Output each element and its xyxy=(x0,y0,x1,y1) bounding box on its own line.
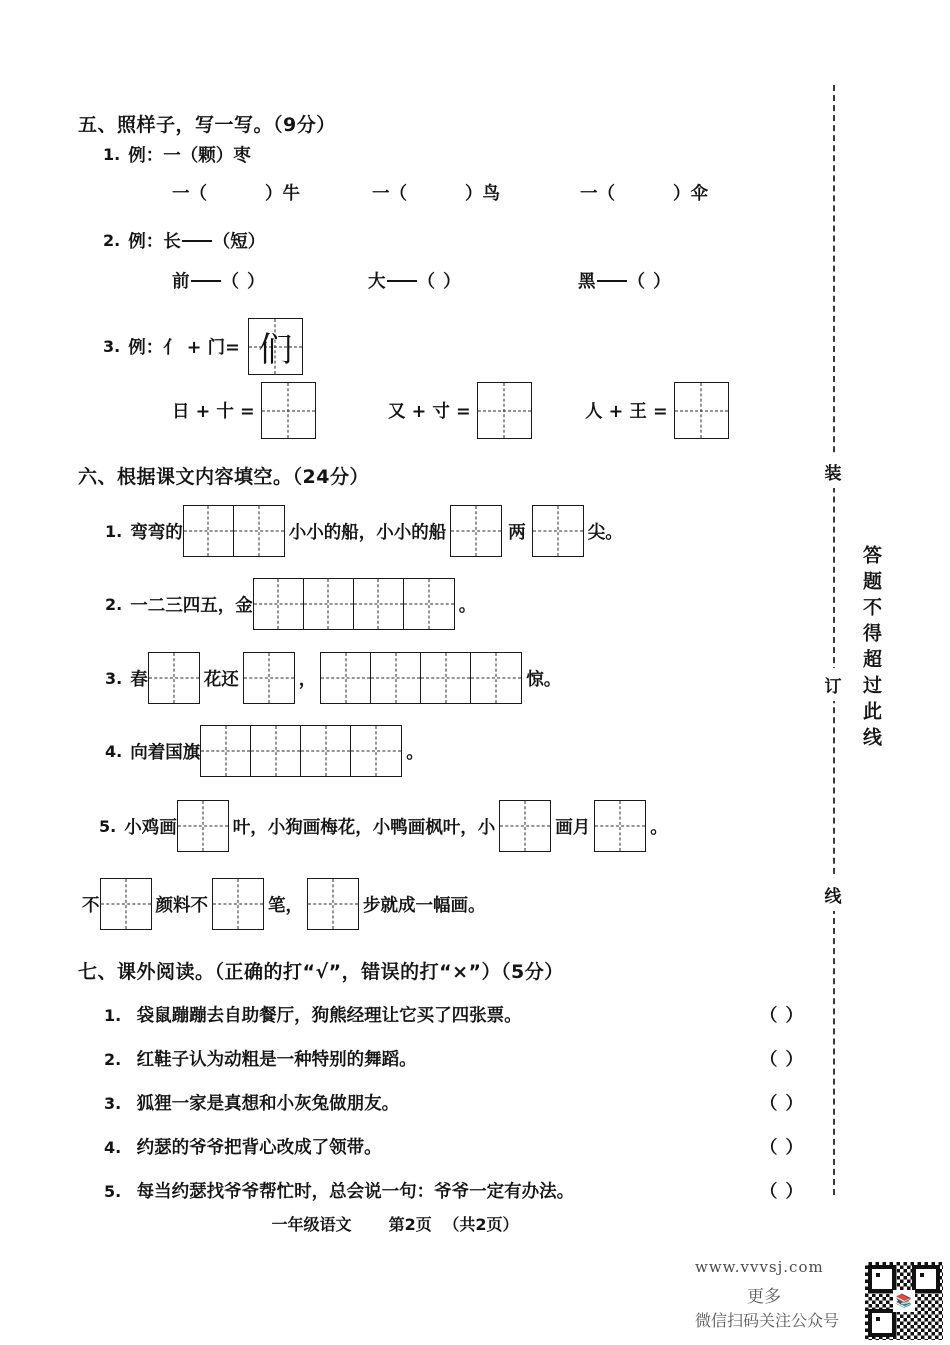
grid-cell[interactable] xyxy=(149,653,199,703)
true-false-statement-4[interactable]: 4. 约瑟的爷爷把背心改成了领带。 （ ） xyxy=(104,1134,804,1159)
watermark-subtitle: 微信扫码关注公众号 xyxy=(695,1311,840,1330)
answer-grid[interactable] xyxy=(253,578,455,630)
grid-cell[interactable] xyxy=(354,579,404,629)
true-false-statement-5[interactable]: 5. 每当约瑟找爷爷帮忙时，总会说一句：爷爷一定有办法。 （ ） xyxy=(104,1178,804,1203)
grid-cell[interactable] xyxy=(421,653,471,703)
antonym-dash xyxy=(597,280,627,282)
antonym-dash xyxy=(387,280,417,282)
section-six-heading: 六、根据课文内容填空。（24分） xyxy=(78,466,369,488)
section-five-heading: 五、照样子，写一写。（9分） xyxy=(78,114,336,136)
grid-cell[interactable] xyxy=(308,879,358,929)
true-false-statement-1[interactable]: 1. 袋鼠蹦蹦去自助餐厅，狗熊经理让它买了四张票。 （ ） xyxy=(104,1002,804,1027)
grid-cell[interactable] xyxy=(533,506,583,556)
binding-dashed-line xyxy=(833,85,835,1195)
section-seven-heading: 七、课外阅读。（正确的打“√”，错误的打“×”）（5分） xyxy=(78,961,564,983)
fill-blank-item-1[interactable]: 1. 弯弯的 小小的船，小小的船 两 尖。 xyxy=(105,505,623,557)
character-grid-answer[interactable] xyxy=(674,382,729,439)
grid-cell[interactable] xyxy=(244,653,294,703)
qr-center-logo: 📚 xyxy=(893,1290,915,1312)
answer-parenthesis[interactable]: （ ） xyxy=(759,1182,804,1202)
page-footer xyxy=(0,1212,950,1235)
answer-grid[interactable] xyxy=(212,878,264,930)
grid-cell[interactable] xyxy=(595,801,645,851)
antonym-blank-1[interactable]: 前 （ ） xyxy=(172,272,266,292)
grid-cell[interactable] xyxy=(101,879,151,929)
answer-grid[interactable] xyxy=(200,725,402,777)
answer-parenthesis[interactable]: （ ） xyxy=(759,1050,804,1070)
grid-cell[interactable] xyxy=(201,726,251,776)
character-equation-2[interactable]: 又 + 寸 = xyxy=(388,382,532,439)
quantifier-blank-1[interactable]: 一（ ）牛 xyxy=(172,184,300,204)
grid-cell[interactable] xyxy=(471,653,521,703)
section-five-item-1-example: 1. 例： 一（颗）枣 xyxy=(103,145,251,166)
grid-cell[interactable] xyxy=(301,726,351,776)
character-grid-answer[interactable] xyxy=(261,382,316,439)
antonym-blank-3[interactable]: 黑 （ ） xyxy=(578,272,672,292)
grid-cell[interactable] xyxy=(675,383,728,438)
answer-grid[interactable] xyxy=(594,800,646,852)
answer-grid[interactable] xyxy=(307,878,359,930)
grid-cell[interactable] xyxy=(478,383,531,438)
grid-cell[interactable] xyxy=(262,383,315,438)
grid-cell[interactable] xyxy=(371,653,421,703)
grid-cell[interactable] xyxy=(321,653,371,703)
grid-cell[interactable] xyxy=(184,506,234,556)
fill-blank-item-3[interactable]: 3. 春 花还 ， 惊。 xyxy=(105,652,561,704)
quantifier-blank-3[interactable]: 一（ ）伞 xyxy=(580,184,708,204)
grid-cell[interactable] xyxy=(404,579,454,629)
answer-grid[interactable] xyxy=(183,505,285,557)
binding-word-xian: 线 xyxy=(820,878,846,911)
answer-grid[interactable] xyxy=(100,878,152,930)
grid-cell[interactable] xyxy=(178,801,228,851)
answer-parenthesis[interactable]: （ ） xyxy=(759,1094,804,1114)
footer-total-pages: （共2页） xyxy=(443,1215,519,1234)
grid-cell[interactable] xyxy=(213,879,263,929)
answer-parenthesis[interactable]: （ ） xyxy=(759,1006,804,1026)
answer-grid[interactable] xyxy=(450,505,502,557)
answer-grid[interactable] xyxy=(177,800,229,852)
answer-grid[interactable] xyxy=(499,800,551,852)
fill-blank-item-5-continued[interactable]: 不 颜料不 笔， 步就成一幅画。 xyxy=(82,878,486,930)
grid-cell[interactable] xyxy=(254,579,304,629)
answer-parenthesis[interactable]: （ ） xyxy=(759,1138,804,1158)
quantifier-blank-2[interactable]: 一（ ）鸟 xyxy=(372,184,500,204)
binding-word-ding: 订 xyxy=(820,668,846,701)
antonym-dash xyxy=(191,280,221,282)
seal-notice-text: 答题不得超过此线 xyxy=(860,545,882,753)
grid-cell[interactable] xyxy=(304,579,354,629)
character-equation-3[interactable]: 人 + 王 = xyxy=(585,382,729,439)
watermark xyxy=(695,1258,945,1342)
fill-blank-item-5[interactable]: 5. 小鸡画 叶，小狗画梅花，小鸭画枫叶，小 画月 。 xyxy=(99,800,668,852)
grid-cell[interactable] xyxy=(451,506,501,556)
footer-page-number: 第2页 xyxy=(388,1215,432,1234)
true-false-statement-3[interactable]: 3. 狐狸一家是真想和小灰兔做朋友。 （ ） xyxy=(104,1090,804,1115)
qr-code-icon xyxy=(863,1260,945,1342)
watermark-url: www.vvvsj.com xyxy=(695,1258,824,1276)
watermark-more-label: 更多 xyxy=(747,1287,781,1307)
character-equation-1[interactable]: 日 + 十 = xyxy=(172,382,316,439)
answer-grid[interactable] xyxy=(243,652,295,704)
section-five-item-2-example: 2. 例： 长 （短） xyxy=(103,231,266,252)
grid-cell[interactable] xyxy=(251,726,301,776)
footer-subject: 一年级语文 xyxy=(271,1215,352,1234)
section-five-item-3-example: 3. 例： 亻 + 门= 们 xyxy=(103,318,303,375)
answer-grid[interactable] xyxy=(532,505,584,557)
grid-cell[interactable] xyxy=(234,506,284,556)
answer-grid[interactable] xyxy=(320,652,522,704)
binding-word-zhuang: 装 xyxy=(820,455,846,488)
grid-cell: 们 xyxy=(249,319,302,374)
fill-blank-item-4[interactable]: 4. 向着国旗 。 xyxy=(105,725,424,777)
antonym-blank-2[interactable]: 大 （ ） xyxy=(368,272,462,292)
character-grid-example xyxy=(248,318,303,375)
character-grid-answer[interactable] xyxy=(477,382,532,439)
answer-grid[interactable] xyxy=(148,652,200,704)
grid-cell[interactable] xyxy=(500,801,550,851)
grid-cell[interactable] xyxy=(351,726,401,776)
true-false-statement-2[interactable]: 2. 红鞋子认为动粗是一种特别的舞蹈。 （ ） xyxy=(104,1046,804,1071)
antonym-dash xyxy=(182,240,212,242)
fill-blank-item-2[interactable]: 2. 一二三四五，金 。 xyxy=(105,578,476,630)
